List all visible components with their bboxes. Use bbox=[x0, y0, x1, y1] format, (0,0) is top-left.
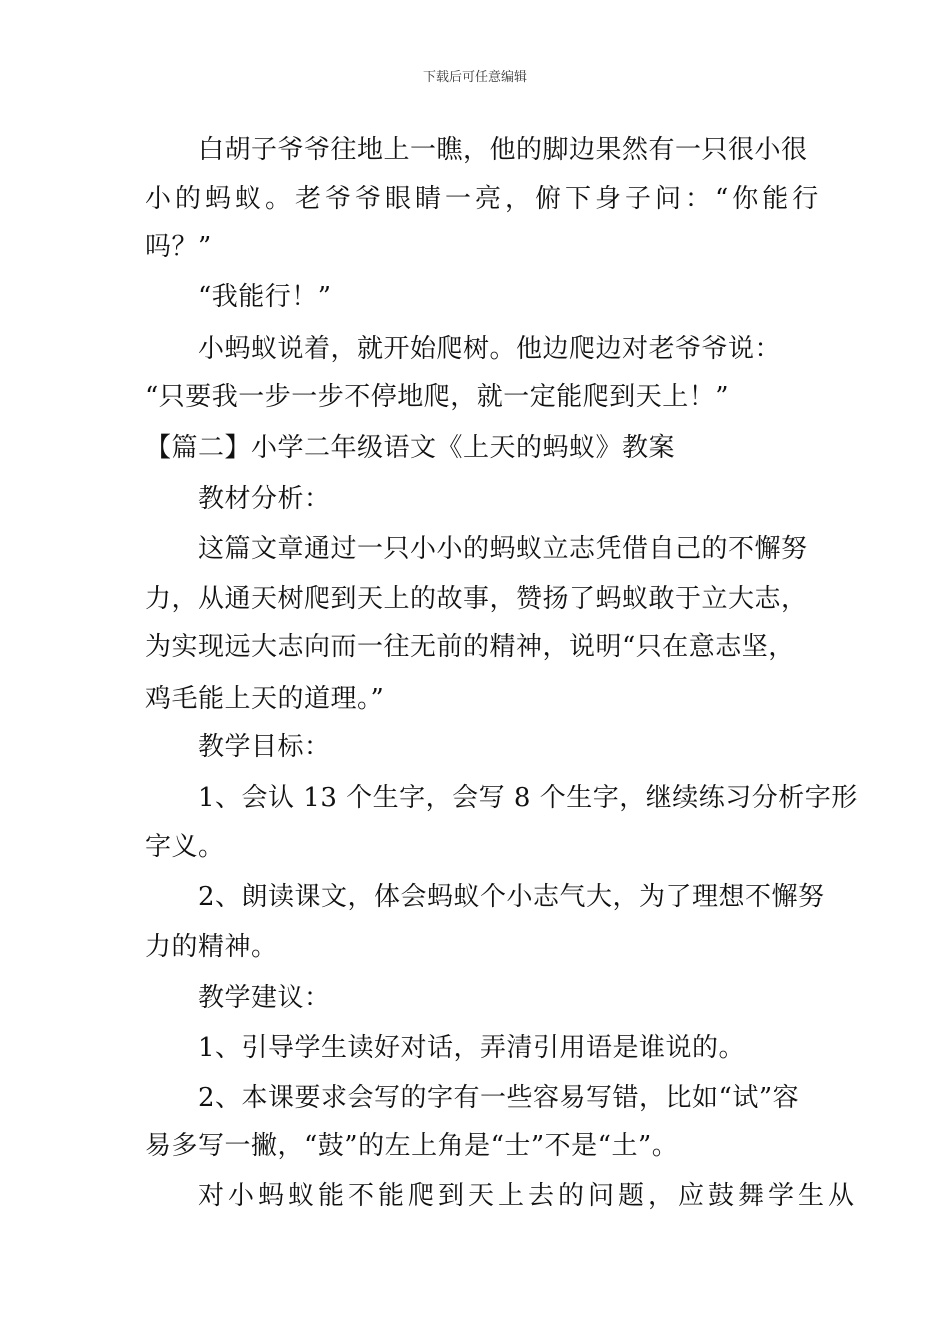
text-line: “只要我一步一步不停地爬，就一定能爬到天上！” bbox=[145, 382, 730, 412]
text-line: 这篇文章通过一只小小的蚂蚁立志凭借自己的不懈努 bbox=[198, 534, 808, 564]
text-line: 为实现远大志向而一往无前的精神，说明“只在意志坚， bbox=[145, 632, 795, 662]
text-line: 字义。 bbox=[145, 832, 225, 862]
text-line: 1、引导学生读好对话，弄清引用语是谁说的。 bbox=[198, 1033, 746, 1063]
text-line: 白胡子爷爷往地上一瞧，他的脚边果然有一只很小很 bbox=[198, 135, 808, 165]
text-line: 力，从通天树爬到天上的故事，赞扬了蚂蚁敢于立大志， bbox=[145, 584, 808, 614]
text-line: 鸡毛能上天的道理。” bbox=[145, 684, 385, 714]
text-line: 易多写一撇，“鼓”的左上角是“士”不是“土”。 bbox=[145, 1131, 679, 1161]
text-line: 1、会认 13 个生字，会写 8 个生字，继续练习分析字形 bbox=[198, 783, 858, 813]
text-line: 小的蚂蚁。老爷爷眼睛一亮，俯下身子问：“你能行 bbox=[145, 184, 823, 214]
text-line: 力的精神。 bbox=[145, 932, 278, 962]
subheading: 教材分析： bbox=[198, 484, 331, 514]
section-heading: 【篇二】小学二年级语文《上天的蚂蚁》教案 bbox=[145, 433, 676, 463]
subheading: 教学目标： bbox=[198, 732, 331, 762]
text-line: “我能行！” bbox=[198, 282, 332, 312]
text-line: 2、朗读课文，体会蚂蚁个小志气大，为了理想不懈努 bbox=[198, 882, 825, 912]
page-header: 下载后可任意编辑 bbox=[422, 70, 527, 85]
text-line: 对小蚂蚁能不能爬到天上去的问题，应鼓舞学生从 bbox=[198, 1181, 859, 1211]
text-line: 2、本课要求会写的字有一些容易写错，比如“试”容 bbox=[198, 1083, 800, 1113]
text-line: 小蚂蚁说着，就开始爬树。他边爬边对老爷爷说： bbox=[198, 334, 782, 364]
text-line: 吗？” bbox=[145, 232, 212, 262]
subheading: 教学建议： bbox=[198, 983, 331, 1013]
